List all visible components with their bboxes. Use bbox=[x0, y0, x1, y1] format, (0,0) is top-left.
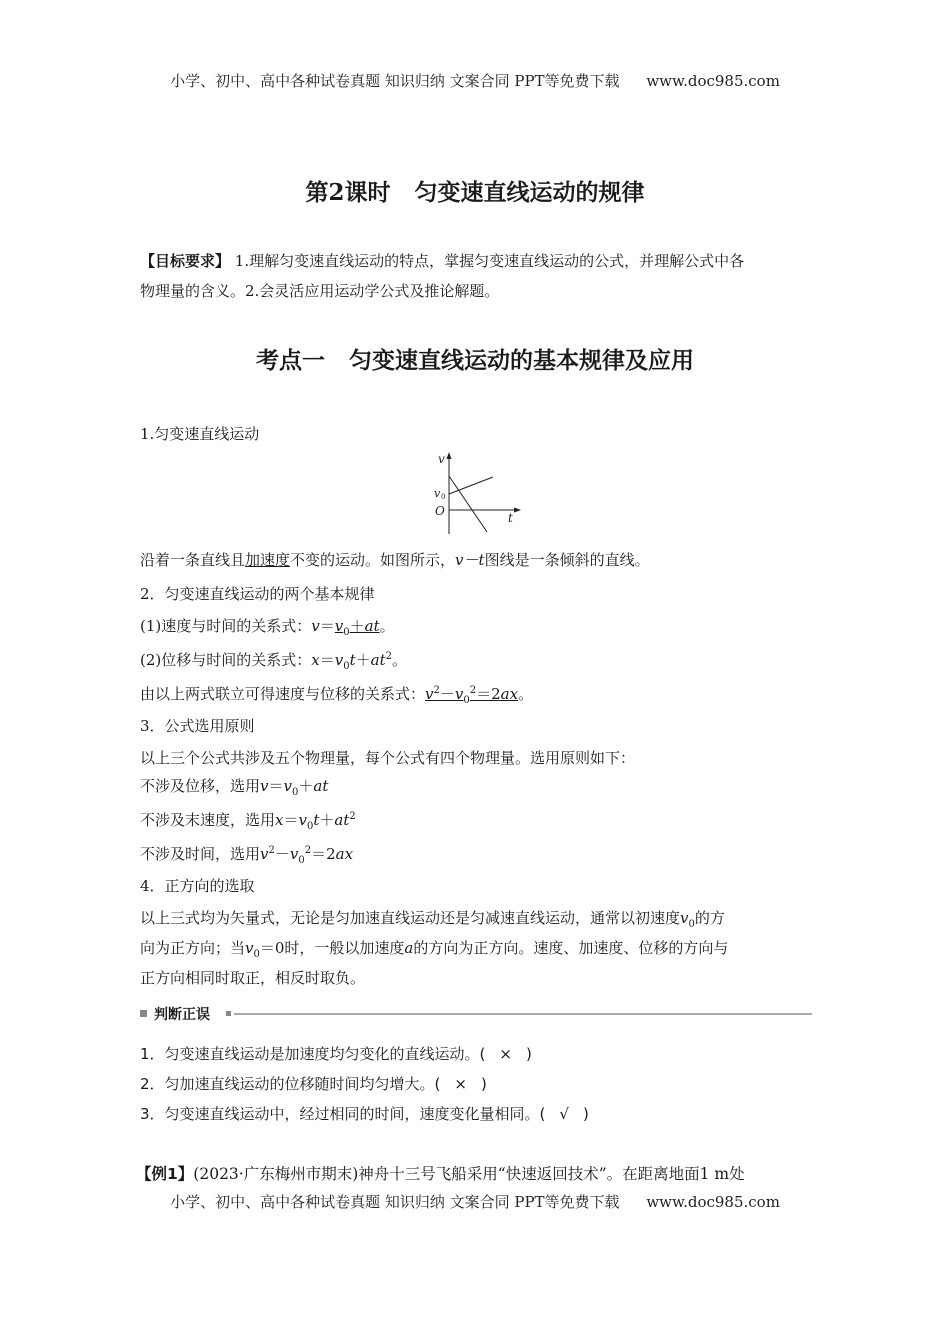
example-1 bbox=[136, 1164, 745, 1184]
goal-block bbox=[140, 246, 812, 306]
item4-heading: 4．正方向的选取 bbox=[140, 877, 255, 895]
footer-text: 小学、初中、高中各种试卷真题 知识归纳 文案合同 PPT等免费下载 bbox=[170, 1193, 620, 1211]
item1-desc: 沿着一条直线且加速度不变的运动。如图所示，v－t图线是一条倾斜的直线。 bbox=[140, 551, 650, 569]
item2-heading: 2．匀变速直线运动的两个基本规律 bbox=[140, 585, 375, 603]
item3-heading: 3．公式选用原则 bbox=[140, 717, 255, 735]
judge-item: 2．匀加速直线运动的位移随时间均匀增大。( × ) bbox=[140, 1075, 487, 1093]
v0-label: v bbox=[434, 487, 441, 500]
example-text: (2023·广东梅州市期末)神舟十三号飞船采用“快速返回技术”。在距离地面1 m处 bbox=[193, 1165, 745, 1183]
v0-subscript: 0 bbox=[441, 493, 446, 501]
judge-item: 1．匀变速直线运动是加速度均匀变化的直线运动。( × ) bbox=[140, 1045, 532, 1063]
item3-intro: 以上三个公式共涉及五个物理量，每个公式有四个物理量。选用原则如下： bbox=[140, 749, 636, 767]
rule-no-final-velocity: 不涉及末速度，选用$x=v_0t+at^2$ bbox=[140, 811, 356, 832]
judge-bullet-icon bbox=[140, 1010, 147, 1017]
v-axis-arrow bbox=[447, 452, 452, 459]
page-footer bbox=[0, 1191, 950, 1212]
judge-section-bar bbox=[140, 1004, 812, 1024]
judge-answer: × bbox=[499, 1045, 512, 1063]
lesson-title: 匀变速直线运动的规律 bbox=[414, 179, 645, 206]
formula-displacement: (2)位移与时间的关系式：$x=v_0t+at^2$。 bbox=[140, 651, 408, 672]
section-number: 考点一 bbox=[256, 347, 325, 374]
section-title bbox=[0, 342, 950, 375]
v-label: v bbox=[438, 452, 445, 466]
header-text: 小学、初中、高中各种试卷真题 知识归纳 文案合同 PPT等免费下载 bbox=[170, 72, 620, 90]
judge-answer: × bbox=[454, 1075, 467, 1093]
origin-label: O bbox=[435, 504, 445, 518]
footer-site-link[interactable]: www.doc985.com bbox=[646, 1193, 780, 1211]
t-label: t bbox=[508, 511, 513, 525]
judge-divider bbox=[234, 1013, 812, 1015]
item1-heading: 1.匀变速直线运动 bbox=[140, 425, 260, 443]
judge-item: 3．匀变速直线运动中，经过相同的时间，速度变化量相同。( √ ) bbox=[140, 1105, 589, 1123]
goal-line1: 1.理解匀变速直线运动的特点，掌握匀变速直线运动的公式，并理解公式中各 bbox=[234, 252, 745, 270]
page-header bbox=[0, 70, 950, 91]
judge-label: 判断正误 bbox=[154, 1007, 210, 1023]
judge-bullet-icon-small bbox=[226, 1011, 231, 1016]
decelerating-line bbox=[449, 476, 487, 532]
header-site-link[interactable]: www.doc985.com bbox=[646, 72, 780, 90]
goal-tag: 【目标要求】 bbox=[140, 252, 231, 270]
formula-velocity: (1)速度与时间的关系式：$v=v_0+at$。 bbox=[140, 617, 395, 638]
item4-body: 以上三式均为矢量式，无论是匀加速直线运动还是匀减速直线运动，通常以初速度$v_0$的方 向为正方向；当$v_0=0$时，一般以加速度a的方向为正方向。速度、加速度、位移的方向与 正方向相同时取正，相反时取负。 bbox=[140, 909, 729, 987]
example-tag: 【例1】 bbox=[136, 1165, 194, 1183]
section-text: 匀变速直线运动的基本规律及应用 bbox=[349, 347, 694, 374]
t-axis-arrow bbox=[514, 508, 521, 513]
page-title bbox=[0, 174, 950, 207]
goal-line2: 物理量的含义。2.会灵活应用运动学公式及推论解题。 bbox=[140, 282, 500, 300]
rule-no-displacement: 不涉及位移，选用$v=v_0+at$ bbox=[140, 777, 329, 798]
vt-graph bbox=[425, 450, 525, 536]
formula-velocity-displacement: 由以上两式联立可得速度与位移的关系式：$v^2-v_0^2=2ax$。 bbox=[140, 685, 534, 706]
rule-no-time: 不涉及时间，选用$v^2-v_0^2=2ax$ bbox=[140, 845, 354, 866]
judge-answer: √ bbox=[559, 1105, 569, 1123]
lesson-number: 第2课时 bbox=[305, 179, 391, 206]
blank-acceleration: 加速度 bbox=[245, 551, 291, 569]
